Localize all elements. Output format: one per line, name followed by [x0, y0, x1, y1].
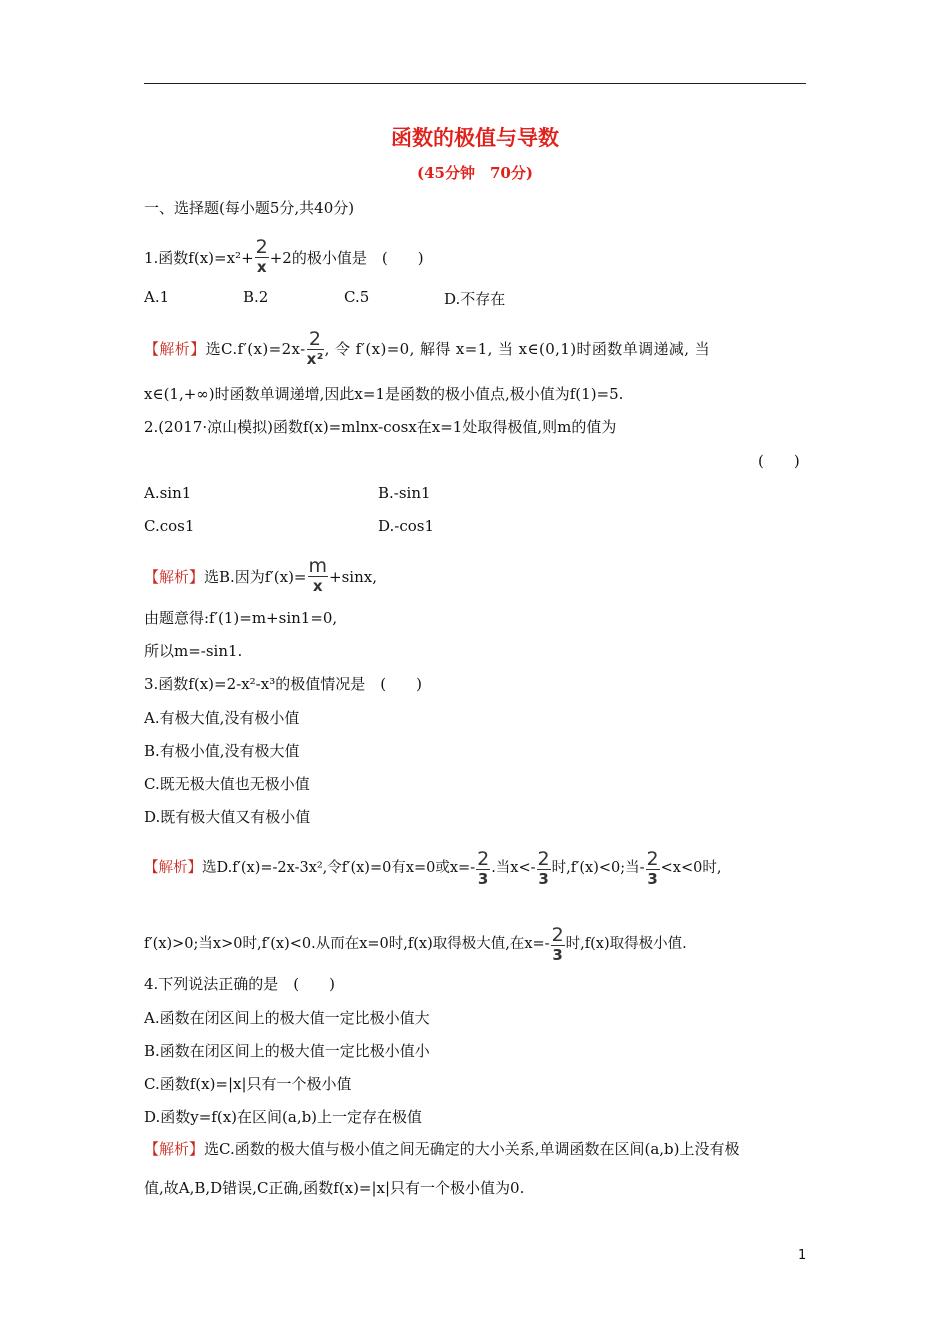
q1-option-d: D.不存在	[444, 290, 506, 308]
q2-analysis-fraction: $\frac{m}{x}$	[308, 555, 328, 595]
page-subtitle: (45分钟 70分)	[417, 164, 533, 182]
q3-option-a: A.有极大值,没有极小值	[144, 709, 300, 727]
q2-analysis: 【解析】选B.因为f′(x)= $\frac{m}{x}$ +sinx,	[144, 555, 377, 595]
page-number: 1	[798, 1248, 807, 1263]
section-heading: 一、选择题(每小题5分,共40分)	[144, 199, 355, 217]
q3-fraction-3: $\frac{2}{3}$	[646, 848, 659, 888]
q2-option-d: D.-cos1	[378, 517, 435, 535]
q4-option-b: B.函数在闭区间上的极大值一定比极小值小	[144, 1042, 430, 1060]
q3-fraction-1: $\frac{2}{3}$	[477, 848, 490, 888]
q4-option-c: C.函数f(x)=|x|只有一个极小值	[144, 1075, 352, 1093]
q1-option-b: B.2	[243, 288, 269, 306]
q4-analysis-line2: 值,故A,B,D错误,C正确,函数f(x)=|x|只有一个极小值为0.	[144, 1179, 525, 1197]
q3-analysis: 【解析】选D.f′(x)=-2x-3x²,令f′(x)=0有x=0或x=- $\frac{2}{3}$ .当x<- $\frac{2}{3}$ 时,f′(x)<0;当- $\frac{2}{3}$ <x<0时,	[144, 848, 722, 888]
q4-option-d: D.函数y=f(x)在区间(a,b)上一定存在极值	[144, 1108, 423, 1126]
q1-stem-b: +2的极小值是 ( )	[269, 249, 424, 267]
analysis-tag: 【解析】	[144, 1140, 205, 1158]
question-2: 2.(2017·凉山模拟)函数f(x)=mlnx-cosx在x=1处取得极值,则m的值为	[144, 418, 617, 436]
q3-option-b: B.有极小值,没有极大值	[144, 742, 300, 760]
header-rule	[144, 83, 806, 84]
page-title: 函数的极值与导数	[391, 125, 559, 150]
q1-analysis-fraction: $\frac{2}{\text{x²}}$	[306, 328, 324, 368]
q3-option-c: C.既无极大值也无极小值	[144, 775, 310, 793]
q2-option-c: C.cos1	[144, 517, 195, 535]
q2-analysis-line2: 由题意得:f′(1)=m+sin1=0,	[144, 609, 338, 627]
q2-answer-bracket: ( )	[758, 452, 800, 470]
question-3: 3.函数f(x)=2-x²-x³的极值情况是 ( )	[144, 675, 422, 693]
q1-option-c: C.5	[344, 288, 370, 306]
analysis-tag: 【解析】	[144, 860, 202, 876]
q1-stem-a: 1.函数f(x)=x²+	[144, 249, 254, 267]
q1-analysis: 【解析】选C.f′(x)=2x- $\frac{2}{\text{x²}}$ , 令 f′(x)=0, 解得 x=1, 当 x∈(0,1)时函数单调递减, 当	[144, 328, 711, 368]
q3-analysis-line2: f′(x)>0;当x>0时,f′(x)<0.从而在x=0时,f(x)取得极大值,在x=- $\frac{2}{3}$ 时,f(x)取得极小值.	[144, 924, 687, 964]
q2-option-a: A.sin1	[144, 484, 192, 502]
question-1	[144, 238, 424, 275]
q2-option-b: B.-sin1	[378, 484, 431, 502]
question-4: 4.下列说法正确的是 ( )	[144, 975, 336, 993]
q1-analysis-line2: x∈(1,+∞)时函数单调递增,因此x=1是函数的极小值点,极小值为f(1)=5.	[144, 385, 624, 403]
q3-fraction-2: $\frac{2}{3}$	[537, 848, 550, 888]
analysis-tag: 【解析】	[144, 568, 205, 586]
q4-option-a: A.函数在闭区间上的极大值一定比极小值大	[144, 1009, 430, 1027]
q4-analysis: 【解析】选C.函数的极大值与极小值之间无确定的大小关系,单调函数在区间(a,b)上没有极	[144, 1140, 740, 1158]
q3-fraction-4: $\frac{2}{3}$	[551, 924, 564, 964]
q1-option-a: A.1	[144, 288, 170, 306]
q2-analysis-line3: 所以m=-sin1.	[144, 642, 243, 660]
analysis-tag: 【解析】	[144, 340, 206, 358]
q3-option-d: D.既有极大值又有极小值	[144, 808, 311, 826]
q1-fraction: $\frac{2}{x}$	[255, 236, 268, 276]
